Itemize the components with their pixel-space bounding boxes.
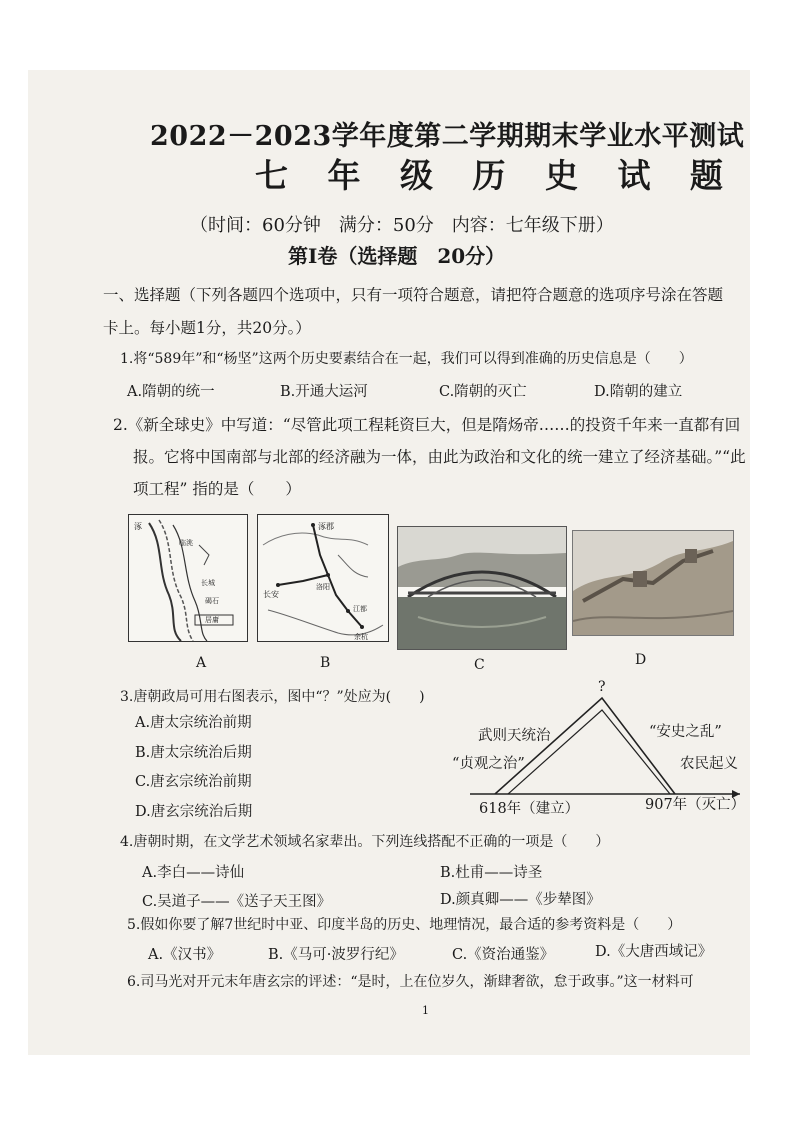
q2-label-b: B <box>320 655 331 671</box>
q3-option-c: C.唐玄宗统治前期 <box>135 774 252 790</box>
section-heading: 第Ⅰ卷（选择题 20分） <box>288 244 506 268</box>
map-a-label-3: 长城 <box>201 579 215 587</box>
q4-option-a: A.李白——诗仙 <box>142 865 245 881</box>
q4-option-c: C.吴道子——《送子天王图》 <box>142 894 332 910</box>
q2-image-d-great-wall-photo <box>572 530 734 636</box>
exam-info: （时间：60分钟 满分：50分 内容：七年级下册） <box>190 215 614 236</box>
map-b-label-1: 涿郡 <box>318 522 334 531</box>
q4-option-d: D.颜真卿——《步辇图》 <box>440 892 601 908</box>
q6-stem: 6.司马光对开元末年唐玄宗的评述：“是时，上在位岁久，渐肆奢欲，怠于政事。”这一材料可 <box>127 974 694 990</box>
q3-option-d: D.唐玄宗统治后期 <box>135 804 253 820</box>
map-a-label-2: 临洮 <box>179 539 193 547</box>
diagram-peak-label: ? <box>598 679 606 695</box>
instructions-line-1: 一、选择题（下列各题四个选项中，只有一项符合题意，请把符合题意的选项序号涂在答题 <box>103 286 724 304</box>
q5-option-b: B.《马可·波罗行纪》 <box>268 947 404 963</box>
q2-line-2: 报。它将中国南部与北部的经济融为一体，由此为政治和文化的统一建立了经济基础。”“此 <box>133 448 746 466</box>
map-b-graphic <box>258 515 388 641</box>
q3-stem: 3.唐朝政局可用右图表示，图中“？”处应为( ) <box>120 689 425 705</box>
q4-stem: 4.唐朝时期，在文学艺术领域名家辈出。下列连线搭配不正确的一项是（ ） <box>120 834 610 850</box>
q2-image-c-zhaozhou-bridge <box>397 526 567 650</box>
map-b-label-4: 江都 <box>353 605 367 613</box>
q2-label-a: A <box>196 655 207 671</box>
q5-stem: 5.假如你要了解7世纪时中亚、印度半岛的历史、地理情况，最合适的参考资料是（ ） <box>127 917 682 933</box>
diagram-curve-inner <box>508 710 670 794</box>
diagram-zhenguan-label: “贞观之治” <box>452 756 525 772</box>
map-b-label-2: 长安 <box>263 590 279 599</box>
map-a-label-5: 居庸 <box>205 616 219 624</box>
bridge-graphic <box>398 527 566 649</box>
instructions-line-2: 卡上。每小题1分，共20分。） <box>103 319 311 337</box>
diagram-start-label: 618年（建立） <box>479 801 580 817</box>
diagram-end-label: 907年（灭亡） <box>645 797 746 813</box>
q1-option-a: A.隋朝的统一 <box>127 384 215 400</box>
q2-image-b-canal-map <box>257 514 389 642</box>
diagram-wu-label: 武则天统治 <box>478 728 551 744</box>
q3-option-a: A.唐太宗统治前期 <box>135 715 252 731</box>
map-a-label-4: 碣石 <box>205 597 219 605</box>
q2-line-1: 2.《新全球史》中写道：“尽管此项工程耗资巨大，但是隋炀帝……的投资千年来一直都有回 <box>113 416 741 434</box>
q1-option-c: C.隋朝的灭亡 <box>439 384 527 400</box>
q4-option-b: B.杜甫——诗圣 <box>440 865 543 881</box>
map-b-label-5: 余杭 <box>354 633 368 641</box>
q1-stem: 1.将“589年”和“杨坚”这两个历史要素结合在一起，我们可以得到准确的历史信息是（ ） <box>120 351 693 367</box>
q2-line-3: 项工程” 指的是（ ） <box>133 480 301 498</box>
q5-option-a: A.《汉书》 <box>148 947 222 963</box>
diagram-anshi-label: “安史之乱” <box>649 724 722 740</box>
q3-option-b: B.唐太宗统治后期 <box>135 745 252 761</box>
exam-title: 2022－2023学年度第二学期期末学业水平测试 <box>150 121 745 152</box>
wall-graphic <box>573 531 733 635</box>
q5-option-d: D.《大唐西域记》 <box>595 944 713 960</box>
map-a-label-1: 涿 <box>134 522 142 531</box>
map-b-label-3: 洛阳 <box>316 583 330 591</box>
q1-option-d: D.隋朝的建立 <box>594 384 683 400</box>
exam-subtitle: 七 年 级 历 史 试 题 <box>255 156 737 195</box>
q2-label-d: D <box>635 652 647 668</box>
diagram-curve-outer <box>495 698 675 794</box>
map-a-graphic <box>129 515 247 641</box>
q2-label-c: C <box>474 657 485 673</box>
q5-option-c: C.《资治通鉴》 <box>452 947 555 963</box>
diagram-uprising-label: 农民起义 <box>680 756 738 772</box>
page-number: 1 <box>422 1004 429 1017</box>
q2-image-a-great-wall-map <box>128 514 248 642</box>
q1-option-b: B.开通大运河 <box>280 384 368 400</box>
